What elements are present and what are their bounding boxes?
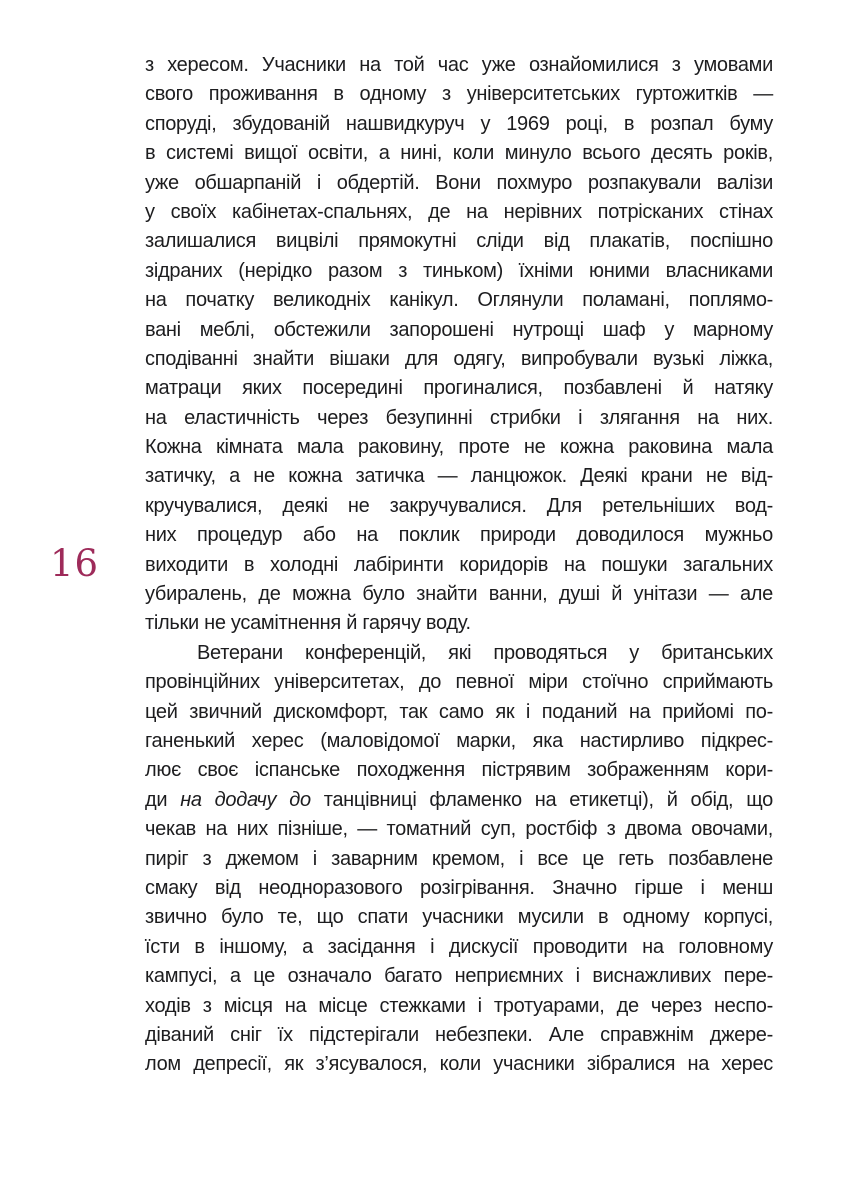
paragraph: [145, 51, 773, 639]
italic-phrase: на додачу до: [180, 788, 311, 811]
text-line: [145, 992, 773, 1021]
text-line: [145, 286, 773, 315]
text-line: [145, 815, 773, 844]
text-segment: чекав на них пізніше, — томатний суп, ростбіф з двома овочами,: [145, 818, 773, 841]
text-line: [145, 845, 773, 874]
text-line: [145, 139, 773, 168]
text-segment: діваний сніг їх підстерігали небезпеки. Але справжнім джере-: [145, 1023, 773, 1046]
text-line: [145, 756, 773, 785]
text-segment: ходів з місця на місце стежками і тротуарами, де через неспо-: [145, 994, 773, 1017]
text-segment: цей звичний дискомфорт, так само як і поданий на прийомі по-: [145, 700, 773, 723]
text-segment: затичку, а не кожна затичка — ланцюжок. Деякі крани не від-: [145, 465, 773, 488]
text-line: [145, 551, 773, 580]
text-line: [145, 492, 773, 521]
text-segment: у своїх кабінетах-спальнях, де на нерівних потрісканих стінах: [145, 200, 773, 223]
text-line: [145, 110, 773, 139]
text-line: [145, 257, 773, 286]
text-line: [145, 874, 773, 903]
text-segment: лом депресії, як з’ясувалося, коли учасники зібралися на херес: [145, 1053, 773, 1076]
text-segment: лює своє іспанське походження пістрявим зображенням кори-: [145, 759, 773, 782]
text-segment: залишалися вицвілі прямокутні сліди від плакатів, поспішно: [145, 230, 773, 253]
text-line: [145, 727, 773, 756]
text-line: [145, 316, 773, 345]
text-segment: споруді, збудованій нашвидкуруч у 1969 році, в розпал буму: [145, 112, 773, 135]
text-segment: свого проживання в одному з університетських гуртожитків —: [145, 83, 773, 106]
text-segment: них процедур або на поклик природи доводилося мужньо: [145, 524, 773, 547]
text-segment: ганенький херес (маловідомої марки, яка настирливо підкрес-: [145, 729, 773, 752]
text-segment: провінційних університетах, до певної міри стоїчно сприймають: [145, 671, 773, 694]
text-segment: зідраних (нерідко разом з тиньком) їхніми юними власниками: [145, 259, 773, 282]
text-line: [145, 521, 773, 550]
text-line: [145, 698, 773, 727]
text-segment: тільки не усамітнення й гарячу воду.: [145, 612, 471, 635]
text-segment: пиріг з джемом і заварним кремом, і все це геть позбавлене: [145, 847, 773, 870]
text-line: [145, 374, 773, 403]
text-segment: Кожна кімната мала раковину, проте не кожна раковина мала: [145, 436, 773, 459]
text-line: [145, 786, 773, 815]
text-segment: в системі вищої освіти, а нині, коли минуло всього десять років,: [145, 142, 773, 165]
text-block: [145, 51, 773, 1080]
text-segment: на еластичність через безупинні стрибки і злягання на них.: [145, 406, 773, 429]
text-line: [145, 462, 773, 491]
text-line: [145, 933, 773, 962]
text-line: [145, 903, 773, 932]
text-segment: звично було те, що спати учасники мусили в одному корпусі,: [145, 906, 773, 929]
text-line: [145, 433, 773, 462]
text-line: [145, 345, 773, 374]
text-segment: матраци яких посередині прогиналися, позбавлені й натяку: [145, 377, 773, 400]
text-line: [145, 227, 773, 256]
text-line: [145, 1021, 773, 1050]
text-segment: кампусі, а це означало багато неприємних і виснажливих пере-: [145, 965, 773, 988]
text-segment: з хересом. Учасники на той час уже ознайомилися з умовами: [145, 54, 773, 76]
text-segment: смаку від неодноразового розігрівання. Значно гірше і менш: [145, 876, 773, 899]
paragraph: [145, 639, 773, 1080]
text-line: [145, 668, 773, 697]
text-line: [145, 580, 773, 609]
text-segment: Ветерани конференцій, які проводяться у британських: [197, 641, 773, 664]
text-line: [145, 80, 773, 109]
text-segment: уже обшарпаній і обдертій. Вони похмуро розпакували валізи: [145, 171, 773, 194]
text-segment: ди: [145, 788, 181, 811]
text-segment: убиралень, де можна було знайти ванни, душі й унітази — але: [145, 583, 773, 606]
text-line: [145, 169, 773, 198]
page-number: 16: [50, 542, 100, 585]
text-segment: танцівниці фламенко на етикетці), й обід, що: [310, 788, 774, 811]
text-line: [145, 198, 773, 227]
text-line: [145, 1050, 773, 1079]
text-segment: їсти в іншому, а засідання і дискусії проводити на головному: [145, 935, 773, 958]
text-line: [145, 51, 773, 80]
text-segment: вані меблі, обстежили запорошені нутрощі шаф у марному: [145, 318, 773, 341]
text-line: [145, 609, 773, 638]
text-segment: на початку великодніх канікул. Оглянули поламані, поплямо-: [145, 289, 773, 312]
text-line: [145, 404, 773, 433]
text-segment: кручувалися, деякі не закручувалися. Для ретельніших вод-: [145, 494, 773, 517]
text-line: [145, 962, 773, 991]
text-line: [145, 639, 773, 668]
text-segment: сподіванні знайти вішаки для одягу, випробували вузькі ліжка,: [145, 347, 773, 370]
text-segment: виходити в холодні лабіринти коридорів на пошуки загальних: [145, 553, 773, 576]
